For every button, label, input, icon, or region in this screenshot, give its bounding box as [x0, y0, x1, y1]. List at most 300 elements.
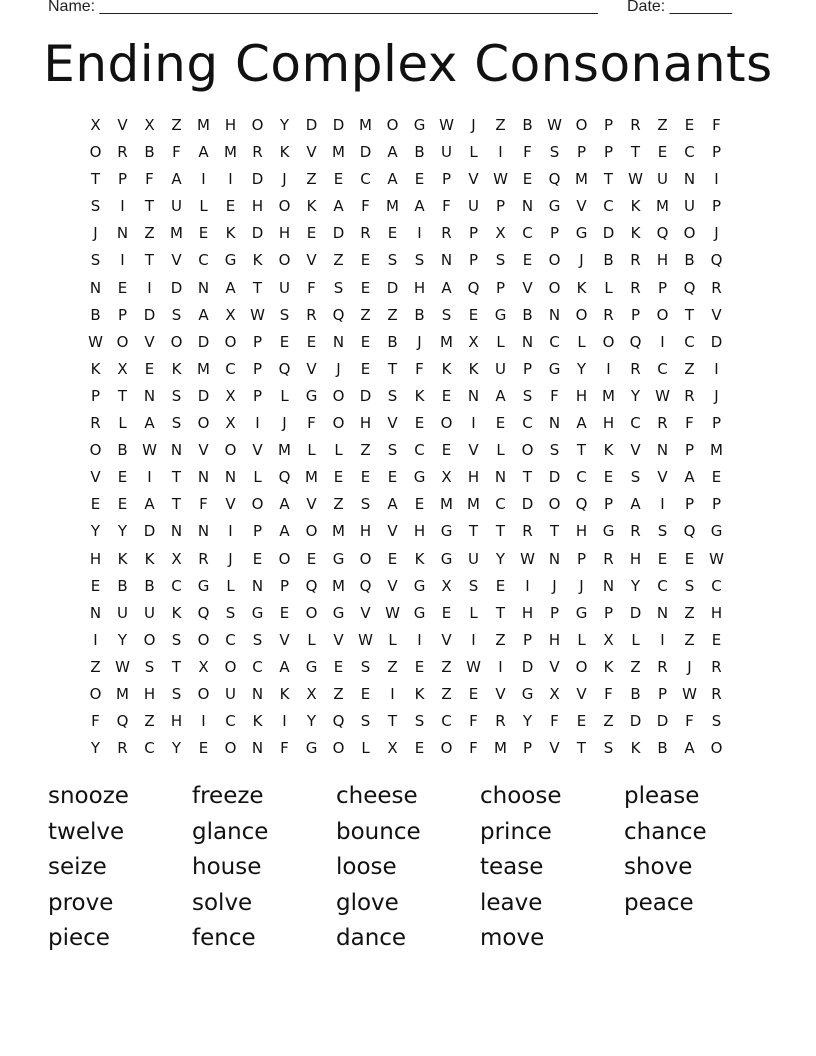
grid-letter: E: [387, 468, 398, 487]
grid-letter: D: [170, 278, 183, 297]
word-list-item: fence: [192, 925, 256, 951]
grid-letter: E: [468, 305, 479, 324]
grid-letter: W: [655, 386, 670, 405]
grid-letter: M: [116, 684, 129, 703]
grid-letter: A: [387, 170, 398, 189]
grid-letter: P: [549, 603, 560, 622]
grid-letter: L: [577, 630, 586, 649]
grid-letter: Z: [306, 170, 317, 189]
grid-letter: U: [225, 684, 236, 703]
word-search-grid: [82, 112, 730, 762]
grid-letter: A: [576, 414, 587, 433]
grid-letter: S: [171, 414, 182, 433]
grid-letter: O: [224, 739, 237, 758]
grid-letter: Z: [684, 359, 695, 378]
grid-letter: T: [252, 278, 263, 297]
grid-letter: E: [657, 143, 668, 162]
grid-letter: L: [307, 630, 316, 649]
grid-letter: D: [305, 116, 318, 134]
grid-letter: G: [305, 739, 318, 758]
grid-letter: T: [495, 603, 506, 622]
grid-letter: O: [575, 305, 588, 324]
grid-letter: O: [683, 224, 696, 243]
grid-letter: C: [144, 739, 155, 758]
grid-letter: D: [197, 332, 210, 351]
grid-letter: B: [522, 116, 533, 134]
grid-letter: N: [548, 414, 561, 433]
grid-letter: E: [522, 251, 533, 270]
grid-letter: F: [550, 386, 559, 405]
grid-letter: R: [711, 278, 722, 297]
grid-letter: D: [251, 170, 264, 189]
grid-letter: A: [387, 495, 398, 514]
grid-letter: T: [387, 712, 398, 731]
grid-letter: E: [414, 414, 425, 433]
grid-letter: F: [361, 197, 370, 216]
grid-letter: G: [251, 603, 264, 622]
grid-letter: N: [548, 305, 561, 324]
grid-letter: N: [251, 739, 264, 758]
word-list-item: cheese: [336, 783, 418, 809]
word-list-item: peace: [624, 889, 694, 916]
word-list-item: bounce: [336, 818, 421, 845]
grid-letter: B: [522, 305, 533, 324]
grid-letter: N: [521, 332, 534, 351]
grid-letter: O: [305, 522, 318, 541]
word-list-item: loose: [336, 854, 397, 880]
grid-letter: W: [88, 332, 103, 351]
grid-letter: T: [144, 251, 155, 270]
grid-letter: R: [630, 278, 641, 297]
grid-letter: V: [306, 251, 317, 270]
grid-letter: O: [521, 441, 534, 460]
grid-letter: X: [144, 116, 155, 134]
grid-letter: P: [576, 143, 587, 162]
grid-letter: S: [711, 712, 722, 731]
grid-letter: D: [629, 603, 642, 622]
grid-letter: E: [333, 657, 344, 676]
grid-letter: O: [332, 386, 345, 405]
grid-letter: P: [117, 305, 128, 324]
grid-letter: J: [687, 657, 692, 676]
grid-letter: P: [252, 359, 263, 378]
grid-letter: U: [684, 197, 695, 216]
grid-letter: E: [360, 468, 371, 487]
grid-letter: P: [684, 495, 695, 514]
grid-letter: R: [711, 684, 722, 703]
grid-letter: Z: [657, 116, 668, 134]
grid-letter: F: [199, 495, 208, 514]
grid-letter: U: [144, 603, 155, 622]
grid-letter: I: [714, 359, 719, 378]
grid-letter: C: [630, 414, 641, 433]
grid-letter: I: [390, 684, 395, 703]
grid-letter: G: [548, 359, 561, 378]
grid-letter: P: [441, 170, 452, 189]
grid-letter: S: [387, 386, 398, 405]
grid-letter: V: [279, 630, 290, 649]
grid-letter: Z: [603, 712, 614, 731]
grid-letter: M: [656, 197, 669, 216]
grid-letter: L: [388, 630, 397, 649]
grid-letter: Q: [467, 278, 480, 297]
grid-letter: U: [117, 603, 128, 622]
grid-letter: I: [93, 630, 98, 649]
grid-letter: X: [225, 386, 236, 405]
grid-letter: P: [711, 495, 722, 514]
grid-letter: B: [684, 251, 695, 270]
grid-letter: S: [549, 441, 560, 460]
grid-letter: X: [441, 468, 452, 487]
grid-letter: W: [115, 657, 130, 676]
grid-letter: T: [684, 305, 695, 324]
grid-letter: M: [575, 170, 588, 189]
grid-letter: F: [469, 712, 478, 731]
grid-letter: D: [710, 332, 723, 351]
grid-letter: G: [575, 603, 588, 622]
word-list-item: snooze: [48, 783, 129, 809]
grid-letter: Z: [441, 657, 452, 676]
grid-letter: N: [89, 278, 102, 297]
grid-letter: K: [279, 143, 290, 162]
grid-letter: N: [683, 170, 696, 189]
grid-letter: C: [171, 576, 182, 595]
grid-letter: S: [387, 251, 398, 270]
grid-letter: O: [710, 739, 723, 758]
grid-letter: B: [414, 143, 425, 162]
grid-letter: A: [495, 386, 506, 405]
grid-letter: M: [170, 224, 183, 243]
grid-letter: I: [606, 359, 611, 378]
grid-letter: R: [441, 224, 452, 243]
grid-letter: I: [660, 332, 665, 351]
word-list-item: prove: [48, 889, 114, 916]
grid-letter: M: [305, 468, 318, 487]
grid-letter: Q: [305, 576, 318, 595]
grid-letter: J: [552, 576, 557, 595]
grid-letter: K: [279, 684, 290, 703]
grid-letter: V: [306, 359, 317, 378]
grid-letter: P: [603, 603, 614, 622]
grid-letter: E: [468, 684, 479, 703]
grid-letter: R: [117, 739, 128, 758]
grid-letter: Y: [630, 386, 641, 405]
grid-letter: F: [469, 739, 478, 758]
grid-letter: P: [711, 197, 722, 216]
word-list-item: chance: [624, 818, 707, 845]
grid-letter: Q: [359, 576, 372, 595]
grid-letter: V: [306, 495, 317, 514]
grid-letter: D: [548, 468, 561, 487]
grid-letter: U: [171, 197, 182, 216]
grid-letter: A: [279, 657, 290, 676]
grid-letter: H: [467, 468, 480, 487]
grid-letter: W: [250, 305, 265, 324]
grid-letter: U: [495, 359, 506, 378]
grid-letter: M: [197, 359, 210, 378]
grid-letter: I: [498, 657, 503, 676]
grid-letter: D: [332, 224, 345, 243]
grid-letter: T: [495, 522, 506, 541]
grid-letter: E: [306, 332, 317, 351]
grid-letter: A: [387, 143, 398, 162]
grid-letter: S: [333, 278, 344, 297]
grid-letter: E: [711, 630, 722, 649]
grid-letter: A: [630, 495, 641, 514]
grid-letter: S: [171, 684, 182, 703]
grid-letter: V: [549, 739, 560, 758]
grid-letter: Q: [575, 495, 588, 514]
grid-letter: Z: [144, 712, 155, 731]
grid-letter: C: [522, 224, 533, 243]
grid-letter: J: [714, 386, 719, 405]
grid-letter: P: [252, 332, 263, 351]
grid-letter: X: [387, 739, 398, 758]
grid-letter: M: [359, 116, 372, 134]
grid-letter: F: [307, 278, 316, 297]
grid-letter: E: [360, 332, 371, 351]
grid-letter: G: [305, 386, 318, 405]
grid-letter: Y: [171, 739, 182, 758]
grid-letter: H: [710, 603, 723, 622]
grid-letter: G: [413, 603, 426, 622]
grid-letter: N: [467, 386, 480, 405]
grid-letter: I: [471, 630, 476, 649]
grid-letter: Y: [117, 630, 128, 649]
grid-letter: G: [710, 522, 723, 541]
grid-letter: N: [602, 576, 615, 595]
grid-letter: C: [684, 332, 695, 351]
word-list-item: leave: [480, 889, 543, 916]
grid-letter: E: [360, 359, 371, 378]
grid-letter: M: [332, 576, 345, 595]
grid-letter: E: [252, 549, 263, 568]
grid-letter: P: [468, 251, 479, 270]
grid-letter: D: [656, 712, 669, 731]
grid-letter: K: [603, 657, 614, 676]
grid-letter: C: [252, 657, 263, 676]
grid-letter: O: [197, 684, 210, 703]
grid-letter: X: [117, 359, 128, 378]
grid-letter: C: [225, 359, 236, 378]
grid-letter: T: [171, 657, 182, 676]
grid-letter: J: [228, 549, 233, 568]
grid-letter: I: [147, 468, 152, 487]
grid-letter: S: [225, 603, 236, 622]
grid-letter: Z: [684, 630, 695, 649]
grid-letter: X: [171, 549, 182, 568]
grid-letter: H: [575, 522, 588, 541]
grid-letter: K: [144, 549, 155, 568]
grid-letter: I: [525, 576, 530, 595]
grid-letter: P: [468, 224, 479, 243]
grid-letter: Z: [333, 495, 344, 514]
grid-letter: U: [279, 278, 290, 297]
grid-letter: B: [387, 332, 398, 351]
grid-letter: O: [278, 251, 291, 270]
grid-letter: D: [521, 495, 534, 514]
grid-letter: J: [93, 224, 98, 243]
grid-letter: E: [522, 170, 533, 189]
grid-letter: S: [657, 522, 668, 541]
grid-letter: P: [657, 278, 668, 297]
grid-letter: L: [469, 603, 478, 622]
grid-letter: N: [89, 603, 102, 622]
grid-letter: D: [332, 116, 345, 134]
word-list-item: prince: [480, 818, 552, 845]
grid-letter: J: [417, 332, 422, 351]
grid-letter: X: [198, 657, 209, 676]
grid-letter: K: [171, 359, 182, 378]
grid-letter: I: [498, 143, 503, 162]
grid-letter: S: [495, 251, 506, 270]
grid-letter: F: [91, 712, 100, 731]
word-list-item: seize: [48, 854, 107, 880]
grid-letter: Y: [279, 116, 290, 134]
grid-letter: V: [468, 441, 479, 460]
grid-letter: C: [414, 441, 425, 460]
grid-letter: Y: [630, 576, 641, 595]
grid-letter: S: [279, 305, 290, 324]
grid-letter: O: [440, 739, 453, 758]
grid-letter: W: [628, 170, 643, 189]
grid-letter: P: [711, 143, 722, 162]
grid-letter: B: [144, 576, 155, 595]
grid-letter: C: [225, 630, 236, 649]
grid-letter: Y: [495, 549, 506, 568]
grid-letter: I: [714, 170, 719, 189]
grid-letter: C: [522, 414, 533, 433]
grid-letter: E: [198, 224, 209, 243]
word-list-item: dance: [336, 925, 407, 951]
grid-letter: Q: [116, 712, 129, 731]
grid-letter: L: [307, 441, 316, 460]
grid-letter: D: [197, 386, 210, 405]
grid-letter: L: [361, 739, 370, 758]
grid-letter: L: [604, 278, 613, 297]
grid-letter: U: [468, 549, 479, 568]
grid-letter: V: [441, 630, 452, 649]
grid-letter: Y: [306, 712, 317, 731]
grid-letter: H: [548, 630, 561, 649]
grid-letter: G: [197, 576, 210, 595]
grid-letter: D: [359, 143, 372, 162]
grid-letter: R: [711, 657, 722, 676]
grid-letter: D: [629, 712, 642, 731]
word-list-item: house: [192, 854, 262, 880]
grid-letter: H: [224, 116, 237, 134]
grid-letter: O: [440, 414, 453, 433]
date-line: Date: _______: [627, 0, 732, 15]
grid-letter: W: [358, 630, 373, 649]
grid-letter: W: [547, 116, 562, 134]
grid-letter: E: [117, 468, 128, 487]
grid-letter: O: [170, 332, 183, 351]
grid-letter: G: [413, 468, 426, 487]
word-list-item: glance: [192, 818, 269, 845]
grid-letter: Z: [495, 116, 506, 134]
grid-letter: O: [656, 305, 669, 324]
grid-letter: G: [413, 576, 426, 595]
grid-letter: P: [90, 386, 101, 405]
grid-letter: M: [494, 739, 507, 758]
grid-letter: S: [414, 251, 425, 270]
grid-letter: I: [417, 224, 422, 243]
grid-letter: A: [225, 278, 236, 297]
grid-letter: N: [170, 441, 183, 460]
grid-letter: P: [252, 386, 263, 405]
grid-letter: S: [90, 197, 101, 216]
grid-letter: Z: [630, 657, 641, 676]
grid-letter: E: [387, 224, 398, 243]
grid-letter: P: [684, 441, 695, 460]
grid-letter: R: [198, 549, 209, 568]
grid-letter: V: [549, 657, 560, 676]
grid-letter: K: [468, 359, 479, 378]
grid-letter: Q: [332, 712, 345, 731]
grid-letter: N: [521, 197, 534, 216]
grid-letter: R: [630, 251, 641, 270]
grid-letter: E: [279, 603, 290, 622]
grid-letter: G: [224, 251, 237, 270]
grid-letter: P: [549, 224, 560, 243]
grid-letter: K: [171, 603, 182, 622]
grid-letter: W: [493, 170, 508, 189]
grid-letter: R: [306, 305, 317, 324]
grid-letter: H: [413, 278, 426, 297]
grid-letter: E: [90, 576, 101, 595]
grid-letter: K: [441, 359, 452, 378]
grid-letter: O: [548, 278, 561, 297]
grid-letter: H: [359, 414, 372, 433]
grid-letter: P: [711, 414, 722, 433]
grid-letter: V: [576, 197, 587, 216]
grid-letter: E: [306, 549, 317, 568]
word-list-item: tease: [480, 854, 544, 880]
grid-letter: G: [521, 684, 534, 703]
word-list-item: freeze: [192, 783, 264, 809]
grid-letter: V: [252, 441, 263, 460]
word-list-item: glove: [336, 889, 399, 916]
grid-letter: E: [711, 468, 722, 487]
grid-letter: L: [631, 630, 640, 649]
grid-letter: Z: [360, 305, 371, 324]
grid-letter: T: [576, 739, 587, 758]
grid-letter: O: [332, 739, 345, 758]
grid-letter: Y: [90, 522, 101, 541]
grid-letter: O: [89, 143, 102, 162]
grid-letter: O: [89, 441, 102, 460]
grid-letter: E: [495, 414, 506, 433]
grid-letter: D: [359, 386, 372, 405]
grid-letter: V: [171, 251, 182, 270]
grid-letter: T: [468, 522, 479, 541]
grid-letter: H: [413, 522, 426, 541]
grid-letter: X: [603, 630, 614, 649]
grid-letter: T: [171, 468, 182, 487]
grid-letter: R: [630, 359, 641, 378]
grid-letter: R: [90, 414, 101, 433]
grid-letter: W: [520, 549, 535, 568]
grid-letter: M: [440, 332, 453, 351]
grid-letter: N: [224, 468, 237, 487]
grid-letter: V: [387, 522, 398, 541]
grid-letter: P: [603, 116, 614, 134]
grid-letter: K: [630, 197, 641, 216]
grid-letter: I: [471, 414, 476, 433]
grid-letter: E: [441, 603, 452, 622]
grid-letter: R: [603, 305, 614, 324]
